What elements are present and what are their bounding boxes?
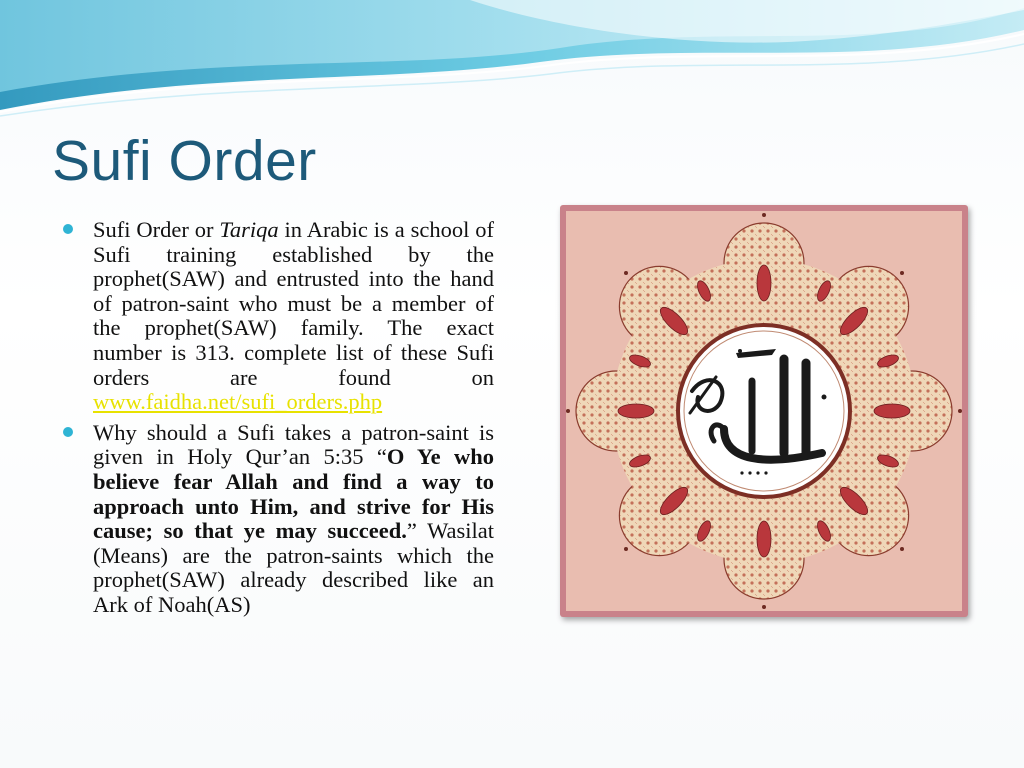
bullet-dot-icon <box>63 224 73 234</box>
header-wave-decoration <box>0 0 1024 120</box>
slide-body <box>60 218 494 624</box>
allah-calligraphy-medallion-icon <box>560 205 968 617</box>
slide-title: Sufi Order <box>52 129 317 193</box>
faidha-link[interactable]: www.faidha.net/sufi_orders.php <box>93 389 383 415</box>
bullet-dot-icon <box>63 427 73 437</box>
calligraphy-picture <box>560 205 968 617</box>
quran-quote: O Ye who believe fear Allah and find a way to approach unto Him, and strive for His cause; so that ye may succeed. <box>93 444 494 544</box>
bullet-italic-term: Tariqa <box>219 217 279 242</box>
bullet-text: Why should a Sufi takes a patron-saint is given in Holy Qur’an 5:35 “ <box>93 419 494 470</box>
bullet-text: ” Wasilat (Means) are the patron-saints which the prophet(SAW) already described like an Ark of Noah(AS) <box>93 518 494 617</box>
bullet-item <box>60 421 494 618</box>
bullet-text: Sufi Order or <box>93 217 220 242</box>
bullet-item <box>60 218 494 415</box>
bullet-text: in Arabic is a school of Sufi training established by the prophet(SAW) and entrusted into the hand of patron-saint who must be a member of the prophet(SAW) family. The exact number is 313. complete list of these Sufi orders are found on <box>93 217 494 390</box>
